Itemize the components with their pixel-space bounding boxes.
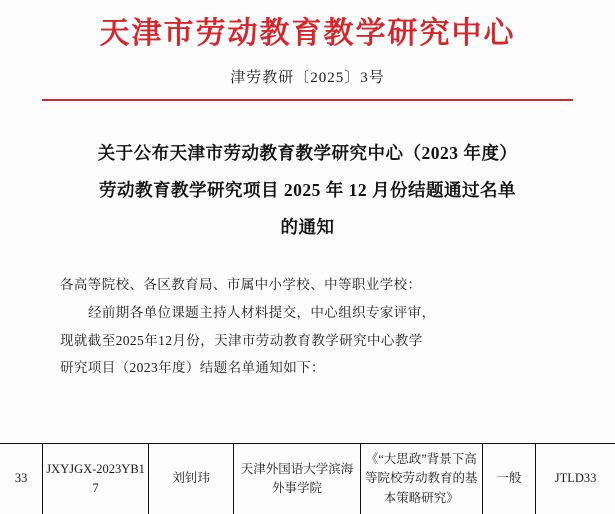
document-title-line-2: 劳动教育教学研究项目 2025 年 12 月份结题通过名单 <box>99 179 516 200</box>
document-body <box>60 271 555 382</box>
results-table-container <box>0 443 615 514</box>
cell-index: 33 <box>0 444 43 514</box>
masthead-title: 天津市劳动教育教学研究中心 <box>99 17 516 50</box>
document-number: 津劳教研〔2025〕3号 <box>230 70 385 86</box>
document-title-line-1: 关于公布天津市劳动教育教学研究中心（2023 年度） <box>97 143 518 163</box>
cell-unit: 天津外国语大学滨海外事学院 <box>234 444 361 514</box>
cell-project-code: JXYJGX-2023YB17 <box>43 444 149 514</box>
results-table <box>0 444 615 514</box>
document-title-block <box>62 135 553 245</box>
document-title-line-3: 的通知 <box>280 216 335 237</box>
cell-certificate-number: JTLD33 <box>536 444 615 514</box>
cell-topic: 《“大思政”背景下高等院校劳动教育的基本策略研究》 <box>360 444 482 514</box>
body-paragraph-2: 现就截至2025年12月份，天津市劳动教育教学研究中心教学 <box>60 332 423 348</box>
table-row <box>0 444 615 514</box>
cell-level: 一般 <box>482 444 536 514</box>
document-masthead <box>0 0 615 52</box>
red-divider-rule <box>42 99 573 101</box>
body-paragraph-1: 经前期各单位课题主持人材料提交，中心组织专家评审， <box>88 304 436 320</box>
body-paragraph-3: 研究项目（2023年度）结题名单通知如下： <box>60 360 325 376</box>
cell-person-name: 刘钊玮 <box>149 444 234 514</box>
body-salutation: 各高等院校、各区教育局、市属中小学校、中等职业学校： <box>60 277 422 293</box>
